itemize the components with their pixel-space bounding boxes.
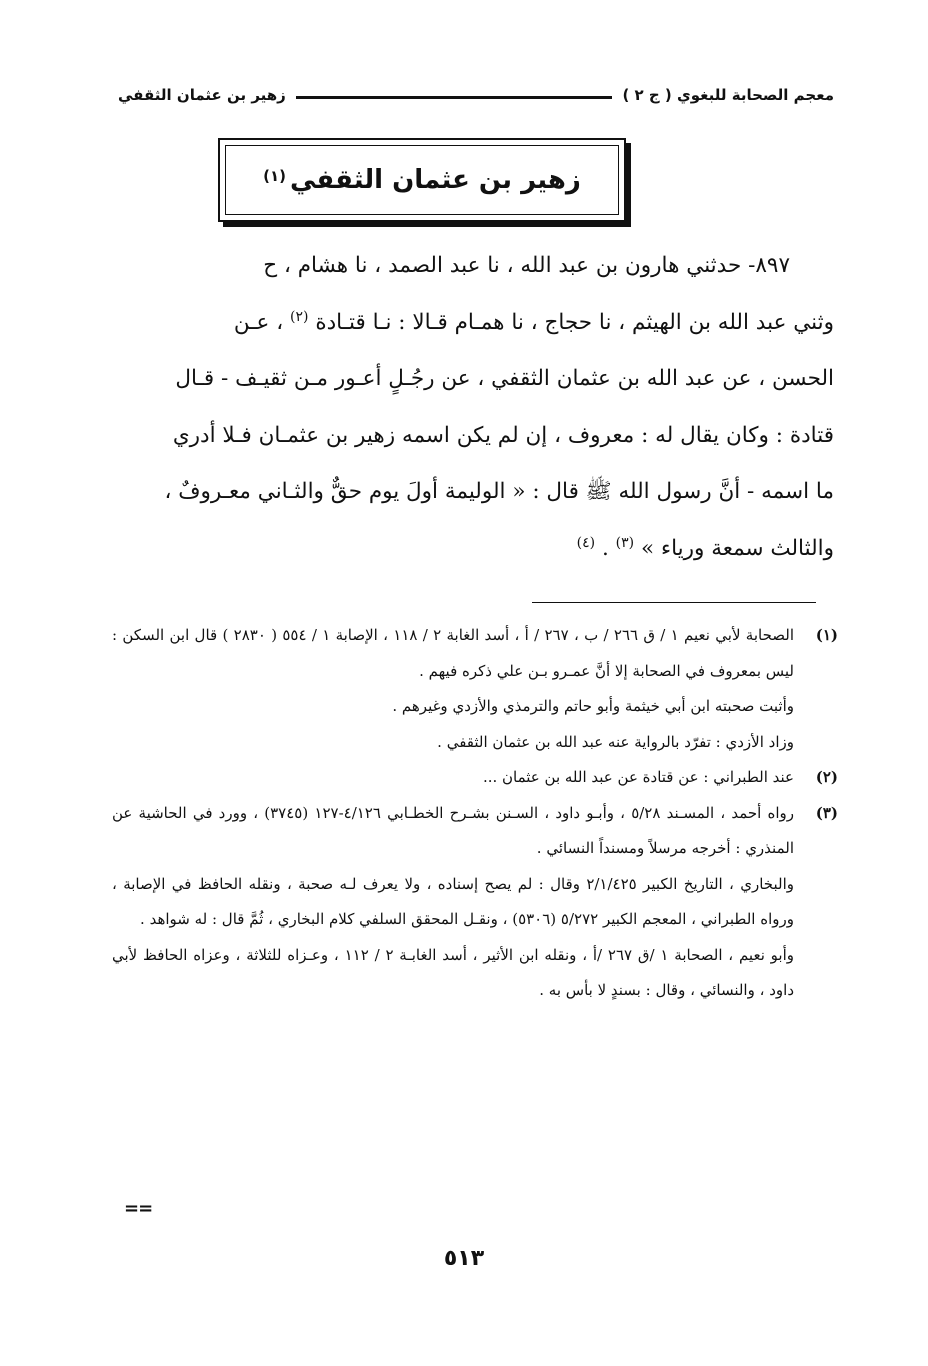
body-line: والثالث سمعة ورياء » $^{(٣)}$ . $^{(٤)}$ [576,534,834,561]
footnote-text: وأبو نعيم ، الصحابة ١ /ق ٢٦٧ /أ ، ونقله ابن الأثير ، أسد الغابـة ٢ / ١١٢ ، وعـزاه للثلاثة ، وعزاه الحافظ لأبي داود ، والنسائي ، وقال : بسندٍ لا بأس به . [112,945,795,999]
footnote-ref-4: (٤) [576,534,596,551]
header-rule [296,96,613,99]
footnote-text: عند الطبراني : عن قتادة عن عبد الله بن عثمان ... [482,768,794,786]
footnote-3-continuation [112,867,794,1009]
footnote-number: (٢) [815,768,838,786]
footnote-2 [112,760,838,796]
footnote-text: والبخاري ، التاريخ الكبير ٢/١/٤٢٥ وقال : لم يصح إسناده ، ولا يعرف لـه صحبة ، ونقله الحافظ في الإصابة ، ورواه الطبراني ، المعجم الكبير ٥/٢٧٢ (٥٣٠٦) ، ونقـل المحقق السلفي كلام البخاري ، ثُمَّ قال : له شواهد . [112,874,794,928]
body-line: قتادة : وكان يقال له : معروف ، إن لم يكن اسمه زهير بن عثمـان فـلا أدري [172,422,834,448]
continuation-mark: == [124,1198,153,1219]
footnotes [112,618,838,1009]
footnote-text: رواه أحمد ، المسـند ٥/٢٨ ، وأبـو داود ، السـنن بشـرح الخطـابي ٤/١٢٦-١٢٧ (٣٧٤٥) ، وورد في الحاشية عن المنذري : أخرجه مرسلاً ومسنداً النسائي . [112,803,795,857]
title-inner-frame [225,145,619,215]
footnote-3 [112,796,838,867]
header-chapter-name: زهير بن عثمان الثقفي [118,86,286,104]
body-line: الحسن ، عن عبد الله بن عثمان الثقفي ، عن رجُـلٍ أعـور مـن ثقيـف - قـال [175,366,834,391]
running-header [118,80,834,110]
footnote-separator [532,602,816,603]
footnote-text: وزاد الأزدي : تفرّد بالرواية عنه عبد الله بن عثمان الثقفي . [437,732,794,751]
footnote-1 [112,618,838,689]
title-frame [218,138,626,222]
body-line: وثني عبد الله بن الهيثم ، نا حجاج ، نا همـام قـالا : نـا قتـادة $^{(٢)}$ ، عـن [233,308,834,335]
footnote-number: (٣) [815,803,838,822]
hadith-text [112,238,834,577]
title-footnote-ref: (١) [263,167,286,185]
header-book-title: معجم الصحابة للبغوي ( ج ٢ ) [622,86,834,104]
footnote-ref-3: (٣) [615,534,635,551]
footnote-text: الصحابة لأبي نعيم ١ / ق ٢٦٦ / ب ، ٢٦٧ / أ ، أسد الغابة ٢ / ١١٨ ، الإصابة ١ / ٥٥٤ ( ٢٨٣٠ ) قال ابن السكن : ليس بمعروف في الصحابة إلا أنَّ عمـرو بـن علي ذكره فيهم . [112,626,795,680]
page-number: ٥١٣ [443,1246,485,1271]
entry-title: زهير بن عثمان الثقفي [290,165,581,195]
body-line: ٨٩٧- حدثني هارون بن عبد الله ، نا عبد الصمد ، نا هشام ، ح [263,253,790,278]
body-line: ما اسمه - أنَّ رسول الله ﷺ قال : « الوليمة أولَ يوم حقٌّ والثـاني معـروفٌ ، [164,479,834,504]
footnote-ref-2: (٢) [290,308,309,325]
footnote-1-continuation [112,689,794,760]
footnote-number: (١) [815,626,838,644]
footnote-text: وأثبت صحبته ابن أبي خيثمة وأبو حاتم والترمذي والأزدي وغيرهم . [392,697,794,715]
